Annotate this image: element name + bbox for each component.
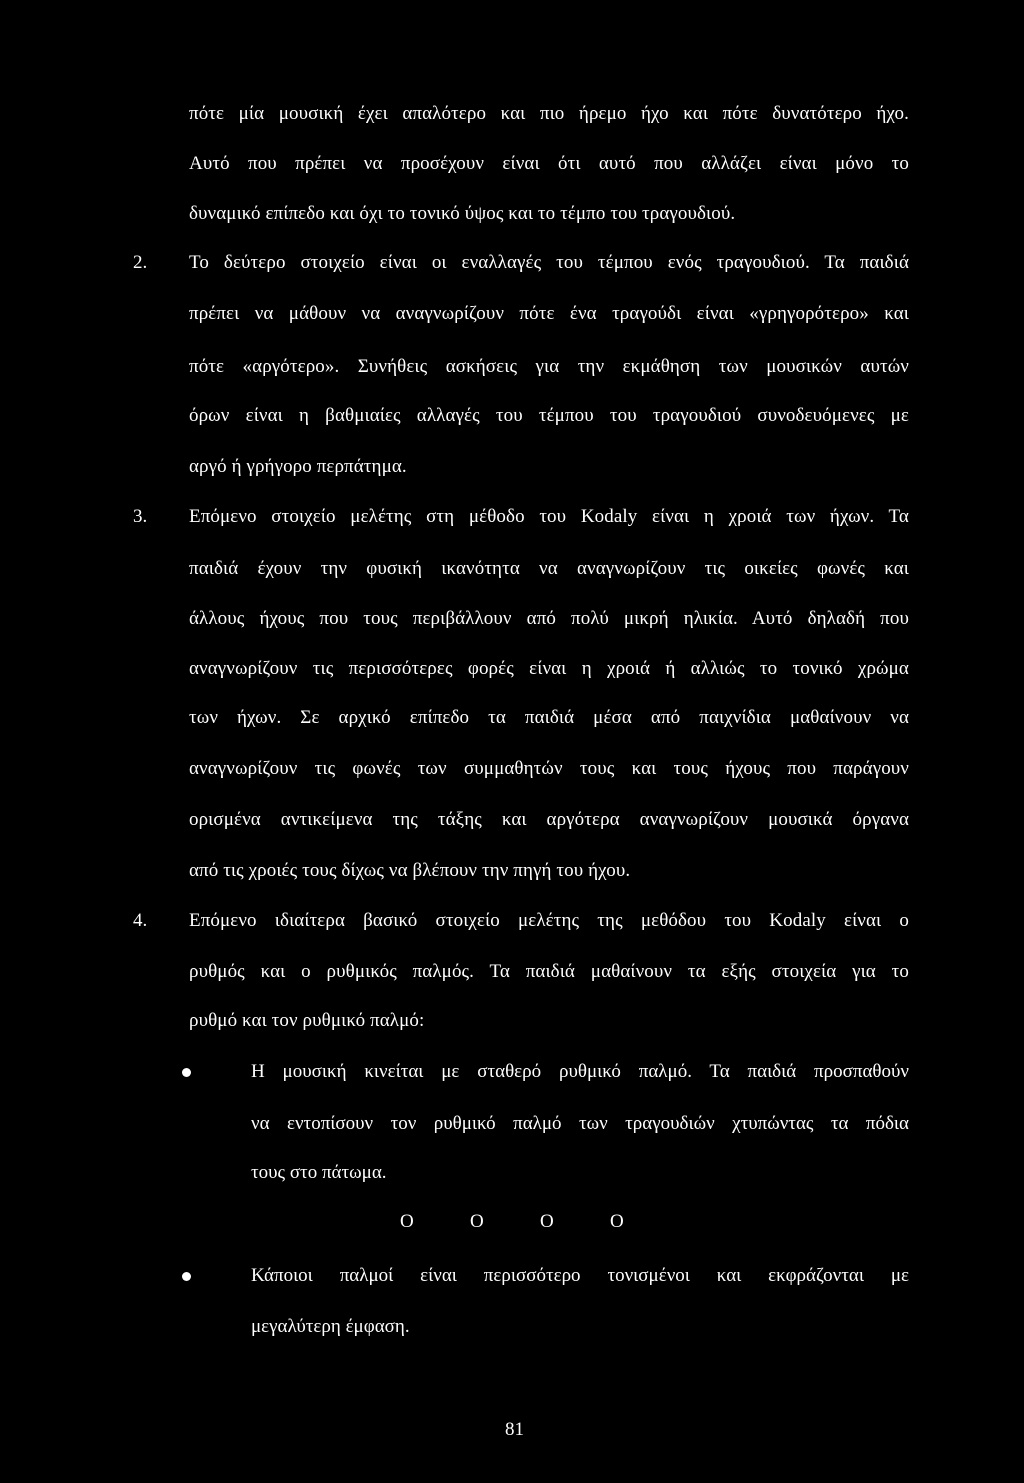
text-line: αναγνωρίζουν τις φωνές των συμμαθητών τους και τους ήχους που παράγουν <box>189 758 909 779</box>
text-line: Αυτό που πρέπει να προσέχουν είναι ότι αυτό που αλλάζει είναι μόνο το <box>189 153 909 174</box>
bullet-text-line: Η μουσική κινείται με σταθερό ρυθμικό παλμό. Τα παιδιά προσπαθούν <box>251 1061 909 1082</box>
page-number: 81 <box>505 1419 524 1440</box>
text-line: δυναμικό επίπεδο και όχι το τονικό ύψος και το τέμπο του τραγουδιού. <box>189 203 736 224</box>
text-line: ρυθμό και τον ρυθμικό παλμό: <box>189 1010 425 1031</box>
text-line: όρων είναι η βαθμιαίες αλλαγές του τέμπου του τραγουδιού συνοδευόμενες με <box>189 405 909 426</box>
text-line: Επόμενο ιδιαίτερα βασικό στοιχείο μελέτης της μεθόδου του Kodaly είναι ο <box>189 910 909 931</box>
text-line: πότε μία μουσική έχει απαλότερο και πιο ήρεμο ήχο και πότε δυνατότερο ήχο. <box>189 103 909 124</box>
bullet-text-line: να εντοπίσουν τον ρυθμικό παλμό των τραγουδιών χτυπώντας τα πόδια <box>251 1113 909 1134</box>
text-line: Επόμενο στοιχείο μελέτης στη μέθοδο του Kodaly είναι η χροιά των ήχων. Τα <box>189 506 909 527</box>
text-line: άλλους ήχους που τους περιβάλλουν από πολύ μικρή ηλικία. Αυτό δηλαδή που <box>189 608 909 629</box>
beat-symbol: O <box>540 1211 554 1232</box>
bullet-icon <box>182 1272 191 1281</box>
text-line: από τις χροιές τους δίχως να βλέπουν την πηγή του ήχου. <box>189 860 631 881</box>
beat-symbol: O <box>610 1211 624 1232</box>
bullet-icon <box>182 1068 191 1077</box>
text-line: ορισμένα αντικείμενα της τάξης και αργότερα αναγνωρίζουν μουσικά όργανα <box>189 809 909 830</box>
text-line: αργό ή γρήγορο περπάτημα. <box>189 456 407 477</box>
text-line: πρέπει να μάθουν να αναγνωρίζουν πότε ένα τραγούδι είναι «γρηγορότερο» και <box>189 303 909 324</box>
text-line: παιδιά έχουν την φυσική ικανότητα να αναγνωρίζουν τις οικείες φωνές και <box>189 558 909 579</box>
text-line: Το δεύτερο στοιχείο είναι οι εναλλαγές του τέμπου ενός τραγουδιού. Τα παιδιά <box>189 252 909 273</box>
list-number: 3. <box>133 506 148 527</box>
bullet-text-line: τους στο πάτωμα. <box>251 1162 387 1183</box>
beat-symbol: O <box>470 1211 484 1232</box>
text-line: πότε «αργότερο». Συνήθεις ασκήσεις για την εκμάθηση των μουσικών αυτών <box>189 356 909 377</box>
beat-symbol: O <box>400 1211 414 1232</box>
text-line: των ήχων. Σε αρχικό επίπεδο τα παιδιά μέσα από παιχνίδια μαθαίνουν να <box>189 707 909 728</box>
text-line: ρυθμός και ο ρυθμικός παλμός. Τα παιδιά μαθαίνουν τα εξής στοιχεία για το <box>189 961 909 982</box>
list-number: 4. <box>133 910 148 931</box>
bullet-text-line: Κάποιοι παλμοί είναι περισσότερο τονισμένοι και εκφράζονται με <box>251 1265 909 1286</box>
text-line: αναγνωρίζουν τις περισσότερες φορές είναι η χροιά ή αλλιώς το τονικό χρώμα <box>189 658 909 679</box>
bullet-text-line: μεγαλύτερη έμφαση. <box>251 1316 410 1337</box>
list-number: 2. <box>133 252 148 273</box>
